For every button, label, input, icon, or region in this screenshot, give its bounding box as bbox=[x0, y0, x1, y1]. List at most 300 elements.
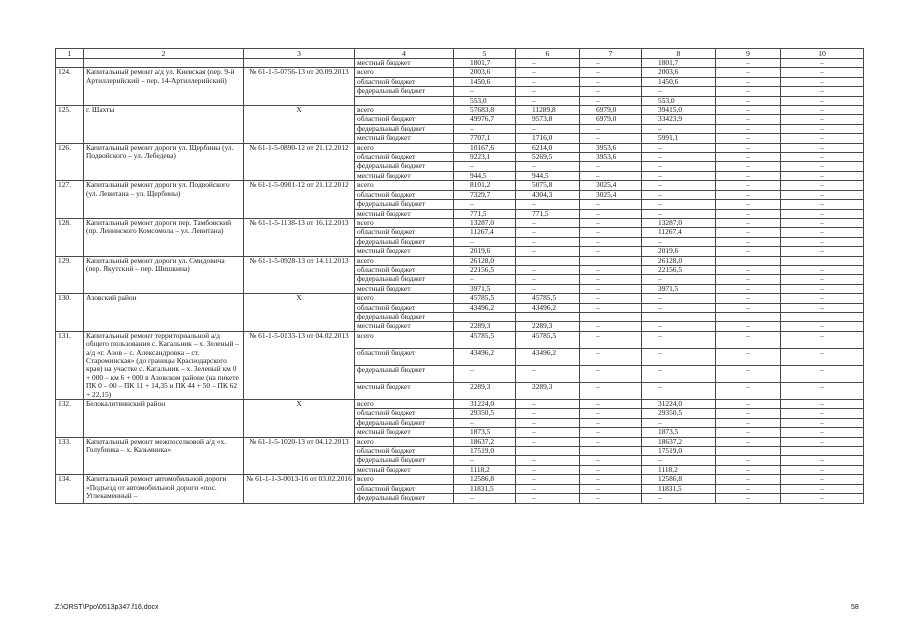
funding-source-cell: местный бюджет bbox=[355, 284, 454, 293]
funding-source-cell: областной бюджет bbox=[355, 190, 454, 199]
row-number-cell: 128. bbox=[56, 218, 84, 256]
header-row bbox=[56, 49, 864, 59]
value-cell: 2003,6 bbox=[642, 68, 716, 77]
value-cell: – bbox=[580, 171, 642, 180]
column-number-header: 2 bbox=[84, 49, 244, 59]
value-cell: – bbox=[580, 162, 642, 171]
value-cell: – bbox=[716, 247, 781, 256]
value-cell: – bbox=[781, 115, 864, 124]
value-cell: 29350,5 bbox=[454, 409, 516, 418]
value-cell: – bbox=[781, 303, 864, 312]
value-cell: – bbox=[454, 237, 516, 246]
value-cell: – bbox=[516, 409, 580, 418]
value-cell: 2289,3 bbox=[516, 382, 580, 399]
value-cell: 944,5 bbox=[516, 171, 580, 180]
row-number-cell bbox=[56, 59, 84, 68]
object-name-cell: Капитальный ремонт территориальной а/д общего пользования с. Кагальник – х. Зеленый – а/д «г. Азов – с. Александровка – ст. Староминская» (до границы Краснодарского края) на участке с. Кагальник – х. Зеленый км 0 + 000 – км 6 + 000 в Азовском районе (на пикете ПК 0 – 00 – ПК 11 + 14,35 и ПК 44 + 50 – ПК 62 + 22,15) bbox=[84, 331, 244, 399]
value-cell: 944,5 bbox=[454, 171, 516, 180]
value-cell: 18637,2 bbox=[642, 437, 716, 446]
object-name-cell: г. Шахты bbox=[84, 106, 244, 144]
value-cell: – bbox=[716, 87, 781, 96]
value-cell: 10167,6 bbox=[454, 143, 516, 152]
value-cell: – bbox=[781, 228, 864, 237]
value-cell: 26128,0 bbox=[454, 256, 516, 265]
value-cell: 2019,6 bbox=[642, 247, 716, 256]
value-cell: – bbox=[516, 247, 580, 256]
funding-source-cell: всего bbox=[355, 143, 454, 152]
value-cell: – bbox=[716, 68, 781, 77]
funding-source-cell: местный бюджет bbox=[355, 134, 454, 143]
value-cell: 3025,4 bbox=[580, 190, 642, 199]
value-cell: 3971,5 bbox=[454, 284, 516, 293]
value-cell: – bbox=[781, 409, 864, 418]
column-number-header: 4 bbox=[355, 49, 454, 59]
document-cell: № 61-1-5-0890-12 от 21.12.2012 bbox=[244, 143, 355, 181]
row-number-cell: 129. bbox=[56, 256, 84, 294]
value-cell: – bbox=[454, 494, 516, 503]
table-row bbox=[56, 475, 864, 484]
value-cell: – bbox=[716, 218, 781, 227]
value-cell: – bbox=[781, 465, 864, 474]
value-cell: – bbox=[781, 153, 864, 162]
value-cell: – bbox=[580, 409, 642, 418]
value-cell: 1118,2 bbox=[454, 465, 516, 474]
value-cell: – bbox=[642, 209, 716, 218]
value-cell: 1118,2 bbox=[642, 465, 716, 474]
value-cell: – bbox=[580, 437, 642, 446]
value-cell: – bbox=[580, 200, 642, 209]
value-cell: – bbox=[516, 96, 580, 105]
object-name-cell: Капитальный ремонт дороги ул. Смидовича (пер. Якутский – пер. Шишкина) bbox=[84, 256, 244, 294]
value-cell: – bbox=[642, 418, 716, 427]
funding-source-cell: всего bbox=[355, 218, 454, 227]
value-cell: 771,5 bbox=[516, 209, 580, 218]
value-cell: – bbox=[716, 365, 781, 382]
value-cell: – bbox=[516, 494, 580, 503]
value-cell: 29350,5 bbox=[642, 409, 716, 418]
value-cell: – bbox=[580, 265, 642, 274]
value-cell: – bbox=[516, 428, 580, 437]
value-cell: – bbox=[580, 87, 642, 96]
value-cell: – bbox=[716, 348, 781, 365]
value-cell: – bbox=[716, 475, 781, 484]
document-cell: Х bbox=[244, 400, 355, 438]
value-cell: 22156,5 bbox=[642, 265, 716, 274]
value-cell: – bbox=[642, 171, 716, 180]
funding-source-cell: областной бюджет bbox=[355, 484, 454, 493]
value-cell: – bbox=[580, 365, 642, 382]
value-cell: – bbox=[580, 218, 642, 227]
object-name-cell: Азовский район bbox=[84, 294, 244, 332]
funding-source-cell: федеральный бюджет bbox=[355, 418, 454, 427]
value-cell: – bbox=[580, 484, 642, 493]
value-cell: – bbox=[642, 181, 716, 190]
funding-source-cell: областной бюджет bbox=[355, 303, 454, 312]
value-cell: – bbox=[516, 484, 580, 493]
value-cell: – bbox=[781, 218, 864, 227]
value-cell: – bbox=[716, 96, 781, 105]
funding-source-cell: местный бюджет bbox=[355, 247, 454, 256]
value-cell: – bbox=[716, 265, 781, 274]
value-cell: – bbox=[454, 200, 516, 209]
value-cell: – bbox=[716, 153, 781, 162]
value-cell: – bbox=[716, 418, 781, 427]
value-cell: – bbox=[580, 322, 642, 331]
value-cell: – bbox=[454, 456, 516, 465]
funding-source-cell: местный бюджет bbox=[355, 382, 454, 399]
value-cell: 9573,8 bbox=[516, 115, 580, 124]
value-cell: – bbox=[642, 162, 716, 171]
row-number-cell: 125. bbox=[56, 106, 84, 144]
value-cell: 5269,5 bbox=[516, 153, 580, 162]
value-cell: – bbox=[781, 87, 864, 96]
funding-source-cell: всего bbox=[355, 106, 454, 115]
value-cell: – bbox=[580, 418, 642, 427]
value-cell: – bbox=[716, 465, 781, 474]
funding-source-cell: федеральный бюджет bbox=[355, 87, 454, 96]
value-cell: 1801,7 bbox=[454, 59, 516, 68]
value-cell: – bbox=[642, 237, 716, 246]
funding-source-cell: областной бюджет bbox=[355, 115, 454, 124]
value-cell: – bbox=[580, 275, 642, 284]
value-cell: – bbox=[580, 382, 642, 399]
value-cell: 5075,8 bbox=[516, 181, 580, 190]
column-number-header: 6 bbox=[516, 49, 580, 59]
funding-source-cell: всего bbox=[355, 400, 454, 409]
value-cell bbox=[781, 256, 864, 265]
object-name-cell: Капитальный ремонт дороги ул. Щербины (ул. Подвойского – ул. Лебедева) bbox=[84, 143, 244, 181]
funding-source-cell: областной бюджет bbox=[355, 265, 454, 274]
value-cell: – bbox=[716, 428, 781, 437]
value-cell: 12586,8 bbox=[642, 475, 716, 484]
table-row bbox=[56, 181, 864, 190]
value-cell: – bbox=[580, 294, 642, 303]
funding-source-cell: местный бюджет bbox=[355, 171, 454, 180]
funding-source-cell: областной бюджет bbox=[355, 228, 454, 237]
value-cell bbox=[716, 256, 781, 265]
value-cell: – bbox=[454, 162, 516, 171]
value-cell: – bbox=[580, 228, 642, 237]
value-cell: – bbox=[580, 59, 642, 68]
value-cell: 1801,7 bbox=[642, 59, 716, 68]
value-cell: – bbox=[781, 77, 864, 86]
value-cell: – bbox=[642, 143, 716, 152]
value-cell: – bbox=[716, 456, 781, 465]
row-number-cell: 124. bbox=[56, 68, 84, 106]
value-cell: – bbox=[454, 124, 516, 133]
value-cell: – bbox=[580, 494, 642, 503]
document-cell: № 61-1-5-1138-13 от 16.12.2013 bbox=[244, 218, 355, 256]
funding-source-cell: всего bbox=[355, 181, 454, 190]
document-cell: № 61-1-1-3-0013-16 от 03.02.2016 bbox=[244, 475, 355, 503]
table-row bbox=[56, 106, 864, 115]
value-cell: – bbox=[716, 143, 781, 152]
row-number-cell: 134. bbox=[56, 475, 84, 503]
value-cell: – bbox=[781, 322, 864, 331]
value-cell: 7329,7 bbox=[454, 190, 516, 199]
document-cell: № 61-1-5-0928-13 от 14.11.2013 bbox=[244, 256, 355, 294]
object-name-cell: Капитальный ремонт автомобильной дороги «Подъезд от автомобильной дороги «пос. Углекаменный – bbox=[84, 475, 244, 503]
value-cell: – bbox=[516, 162, 580, 171]
budget-table bbox=[55, 48, 864, 504]
value-cell bbox=[781, 312, 864, 321]
value-cell: – bbox=[642, 153, 716, 162]
value-cell: 45785,5 bbox=[516, 294, 580, 303]
value-cell bbox=[516, 447, 580, 456]
document-cell: № 61-1-5-0756-13 от 20.09.2013 bbox=[244, 68, 355, 106]
funding-source-cell: федеральный бюджет bbox=[355, 237, 454, 246]
value-cell: – bbox=[781, 134, 864, 143]
table-row bbox=[56, 68, 864, 77]
funding-source-cell: федеральный бюджет bbox=[355, 200, 454, 209]
document-cell: Х bbox=[244, 294, 355, 332]
object-name-cell: Капитальный ремонт дороги пер. Тамбовский (пр. Ленинского Комсомола – ул. Левитана) bbox=[84, 218, 244, 256]
value-cell: 2003,6 bbox=[454, 68, 516, 77]
value-cell: – bbox=[716, 190, 781, 199]
value-cell: – bbox=[516, 275, 580, 284]
funding-source-cell: всего bbox=[355, 475, 454, 484]
value-cell: – bbox=[580, 77, 642, 86]
value-cell bbox=[716, 312, 781, 321]
row-number-cell: 132. bbox=[56, 400, 84, 438]
value-cell: 6979,0 bbox=[580, 106, 642, 115]
value-cell: – bbox=[642, 200, 716, 209]
funding-source-cell: всего bbox=[355, 68, 454, 77]
value-cell: – bbox=[516, 218, 580, 227]
value-cell bbox=[781, 447, 864, 456]
funding-source-cell: федеральный бюджет bbox=[355, 124, 454, 133]
value-cell: – bbox=[580, 348, 642, 365]
value-cell: – bbox=[781, 200, 864, 209]
table-row bbox=[56, 294, 864, 303]
value-cell: 5991,1 bbox=[642, 134, 716, 143]
value-cell: – bbox=[781, 331, 864, 348]
value-cell: – bbox=[642, 322, 716, 331]
table-row bbox=[56, 437, 864, 446]
value-cell bbox=[516, 312, 580, 321]
value-cell: – bbox=[781, 181, 864, 190]
document-cell: Х bbox=[244, 106, 355, 144]
value-cell: 2019,6 bbox=[454, 247, 516, 256]
value-cell: – bbox=[781, 106, 864, 115]
value-cell: – bbox=[516, 124, 580, 133]
document-cell: № 61-1-5-1020-13 от 04.12.2013 bbox=[244, 437, 355, 475]
value-cell: – bbox=[580, 400, 642, 409]
value-cell: – bbox=[516, 59, 580, 68]
value-cell: – bbox=[580, 428, 642, 437]
value-cell bbox=[642, 312, 716, 321]
value-cell: – bbox=[781, 209, 864, 218]
object-name-cell: Капитальный ремонт дороги ул. Подвойского (ул. Левитана – ул. Щербины) bbox=[84, 181, 244, 219]
value-cell: – bbox=[516, 465, 580, 474]
value-cell: – bbox=[716, 303, 781, 312]
value-cell: – bbox=[642, 382, 716, 399]
value-cell: – bbox=[642, 365, 716, 382]
table-row bbox=[56, 218, 864, 227]
funding-source-cell: местный бюджет bbox=[355, 209, 454, 218]
row-number-cell: 133. bbox=[56, 437, 84, 475]
value-cell: – bbox=[642, 190, 716, 199]
value-cell: 18637,2 bbox=[454, 437, 516, 446]
funding-source-cell: областной бюджет bbox=[355, 447, 454, 456]
value-cell: – bbox=[716, 171, 781, 180]
value-cell: – bbox=[781, 171, 864, 180]
value-cell: 11831,5 bbox=[454, 484, 516, 493]
value-cell: – bbox=[716, 209, 781, 218]
value-cell: 9223,1 bbox=[454, 153, 516, 162]
column-number-header: 5 bbox=[454, 49, 516, 59]
funding-source-cell: местный бюджет bbox=[355, 322, 454, 331]
column-number-header: 1 bbox=[56, 49, 84, 59]
value-cell: – bbox=[454, 87, 516, 96]
value-cell: 1873,5 bbox=[642, 428, 716, 437]
funding-source-cell: всего bbox=[355, 294, 454, 303]
table-row bbox=[56, 331, 864, 348]
funding-source-cell bbox=[355, 96, 454, 105]
value-cell: – bbox=[781, 275, 864, 284]
value-cell: 43496,2 bbox=[516, 303, 580, 312]
value-cell: – bbox=[781, 484, 864, 493]
value-cell: – bbox=[454, 365, 516, 382]
funding-source-cell: федеральный бюджет bbox=[355, 456, 454, 465]
value-cell: – bbox=[516, 400, 580, 409]
value-cell: – bbox=[716, 382, 781, 399]
value-cell: – bbox=[716, 162, 781, 171]
value-cell: – bbox=[642, 124, 716, 133]
value-cell bbox=[580, 256, 642, 265]
value-cell: – bbox=[580, 237, 642, 246]
value-cell: 11289,8 bbox=[516, 106, 580, 115]
value-cell: 3971,5 bbox=[642, 284, 716, 293]
value-cell: – bbox=[716, 77, 781, 86]
value-cell: – bbox=[516, 68, 580, 77]
value-cell: – bbox=[580, 96, 642, 105]
value-cell: – bbox=[516, 77, 580, 86]
value-cell: – bbox=[516, 475, 580, 484]
funding-source-cell: местный бюджет bbox=[355, 59, 454, 68]
value-cell: – bbox=[781, 237, 864, 246]
value-cell: 31224,0 bbox=[642, 400, 716, 409]
column-number-header: 9 bbox=[716, 49, 781, 59]
value-cell: – bbox=[781, 428, 864, 437]
value-cell: – bbox=[580, 456, 642, 465]
value-cell: 2289,3 bbox=[454, 322, 516, 331]
value-cell: – bbox=[580, 475, 642, 484]
value-cell: 45785,5 bbox=[454, 294, 516, 303]
value-cell: 11831,5 bbox=[642, 484, 716, 493]
value-cell: 2289,3 bbox=[454, 382, 516, 399]
value-cell: 553,0 bbox=[642, 96, 716, 105]
value-cell: – bbox=[516, 437, 580, 446]
value-cell: – bbox=[716, 284, 781, 293]
value-cell: – bbox=[781, 348, 864, 365]
value-cell: 17519,0 bbox=[454, 447, 516, 456]
value-cell: – bbox=[516, 228, 580, 237]
value-cell: – bbox=[716, 409, 781, 418]
value-cell: – bbox=[516, 418, 580, 427]
value-cell: – bbox=[781, 418, 864, 427]
value-cell: – bbox=[642, 456, 716, 465]
value-cell: – bbox=[580, 331, 642, 348]
value-cell: – bbox=[516, 365, 580, 382]
value-cell: 11267,4 bbox=[642, 228, 716, 237]
value-cell: – bbox=[642, 494, 716, 503]
value-cell: – bbox=[781, 382, 864, 399]
value-cell: – bbox=[716, 331, 781, 348]
column-number-header: 8 bbox=[642, 49, 716, 59]
value-cell: – bbox=[580, 284, 642, 293]
value-cell: – bbox=[781, 265, 864, 274]
value-cell: 1450,6 bbox=[454, 77, 516, 86]
value-cell: 771,5 bbox=[454, 209, 516, 218]
value-cell: – bbox=[580, 303, 642, 312]
value-cell: 33423,9 bbox=[642, 115, 716, 124]
value-cell: – bbox=[781, 124, 864, 133]
value-cell: – bbox=[580, 465, 642, 474]
funding-source-cell: местный бюджет bbox=[355, 465, 454, 474]
value-cell: – bbox=[716, 484, 781, 493]
value-cell: – bbox=[516, 265, 580, 274]
funding-source-cell: федеральный бюджет bbox=[355, 312, 454, 321]
value-cell: – bbox=[781, 475, 864, 484]
value-cell: – bbox=[716, 294, 781, 303]
table-row bbox=[56, 59, 864, 68]
object-name-cell bbox=[84, 59, 244, 68]
funding-source-cell: областной бюджет bbox=[355, 348, 454, 365]
row-number-cell: 127. bbox=[56, 181, 84, 219]
value-cell bbox=[716, 447, 781, 456]
value-cell: 7707,1 bbox=[454, 134, 516, 143]
value-cell: – bbox=[781, 437, 864, 446]
funding-source-cell: всего bbox=[355, 437, 454, 446]
value-cell: – bbox=[781, 68, 864, 77]
value-cell: – bbox=[580, 124, 642, 133]
value-cell: 31224,0 bbox=[454, 400, 516, 409]
value-cell: 11267,4 bbox=[454, 228, 516, 237]
value-cell: 6979,0 bbox=[580, 115, 642, 124]
value-cell: – bbox=[716, 59, 781, 68]
column-number-header: 3 bbox=[244, 49, 355, 59]
value-cell: 6214,0 bbox=[516, 143, 580, 152]
funding-source-cell: федеральный бюджет bbox=[355, 365, 454, 382]
value-cell: 39415,0 bbox=[642, 106, 716, 115]
funding-source-cell: областной бюджет bbox=[355, 153, 454, 162]
value-cell: – bbox=[781, 456, 864, 465]
value-cell: – bbox=[781, 294, 864, 303]
value-cell: 1716,0 bbox=[516, 134, 580, 143]
object-name-cell: Белокалитвинский район bbox=[84, 400, 244, 438]
value-cell: – bbox=[580, 209, 642, 218]
value-cell: – bbox=[516, 284, 580, 293]
table-row bbox=[56, 143, 864, 152]
value-cell: – bbox=[642, 87, 716, 96]
value-cell bbox=[516, 256, 580, 265]
value-cell: – bbox=[781, 400, 864, 409]
value-cell: 49976,7 bbox=[454, 115, 516, 124]
value-cell: 8101,2 bbox=[454, 181, 516, 190]
value-cell: – bbox=[454, 275, 516, 284]
row-number-cell: 126. bbox=[56, 143, 84, 181]
value-cell: 1873,5 bbox=[454, 428, 516, 437]
budget-table-sheet bbox=[55, 48, 864, 504]
value-cell: – bbox=[516, 456, 580, 465]
value-cell: – bbox=[454, 418, 516, 427]
value-cell bbox=[580, 312, 642, 321]
value-cell: – bbox=[716, 228, 781, 237]
value-cell: – bbox=[716, 494, 781, 503]
value-cell: 1450,6 bbox=[642, 77, 716, 86]
value-cell: – bbox=[516, 200, 580, 209]
